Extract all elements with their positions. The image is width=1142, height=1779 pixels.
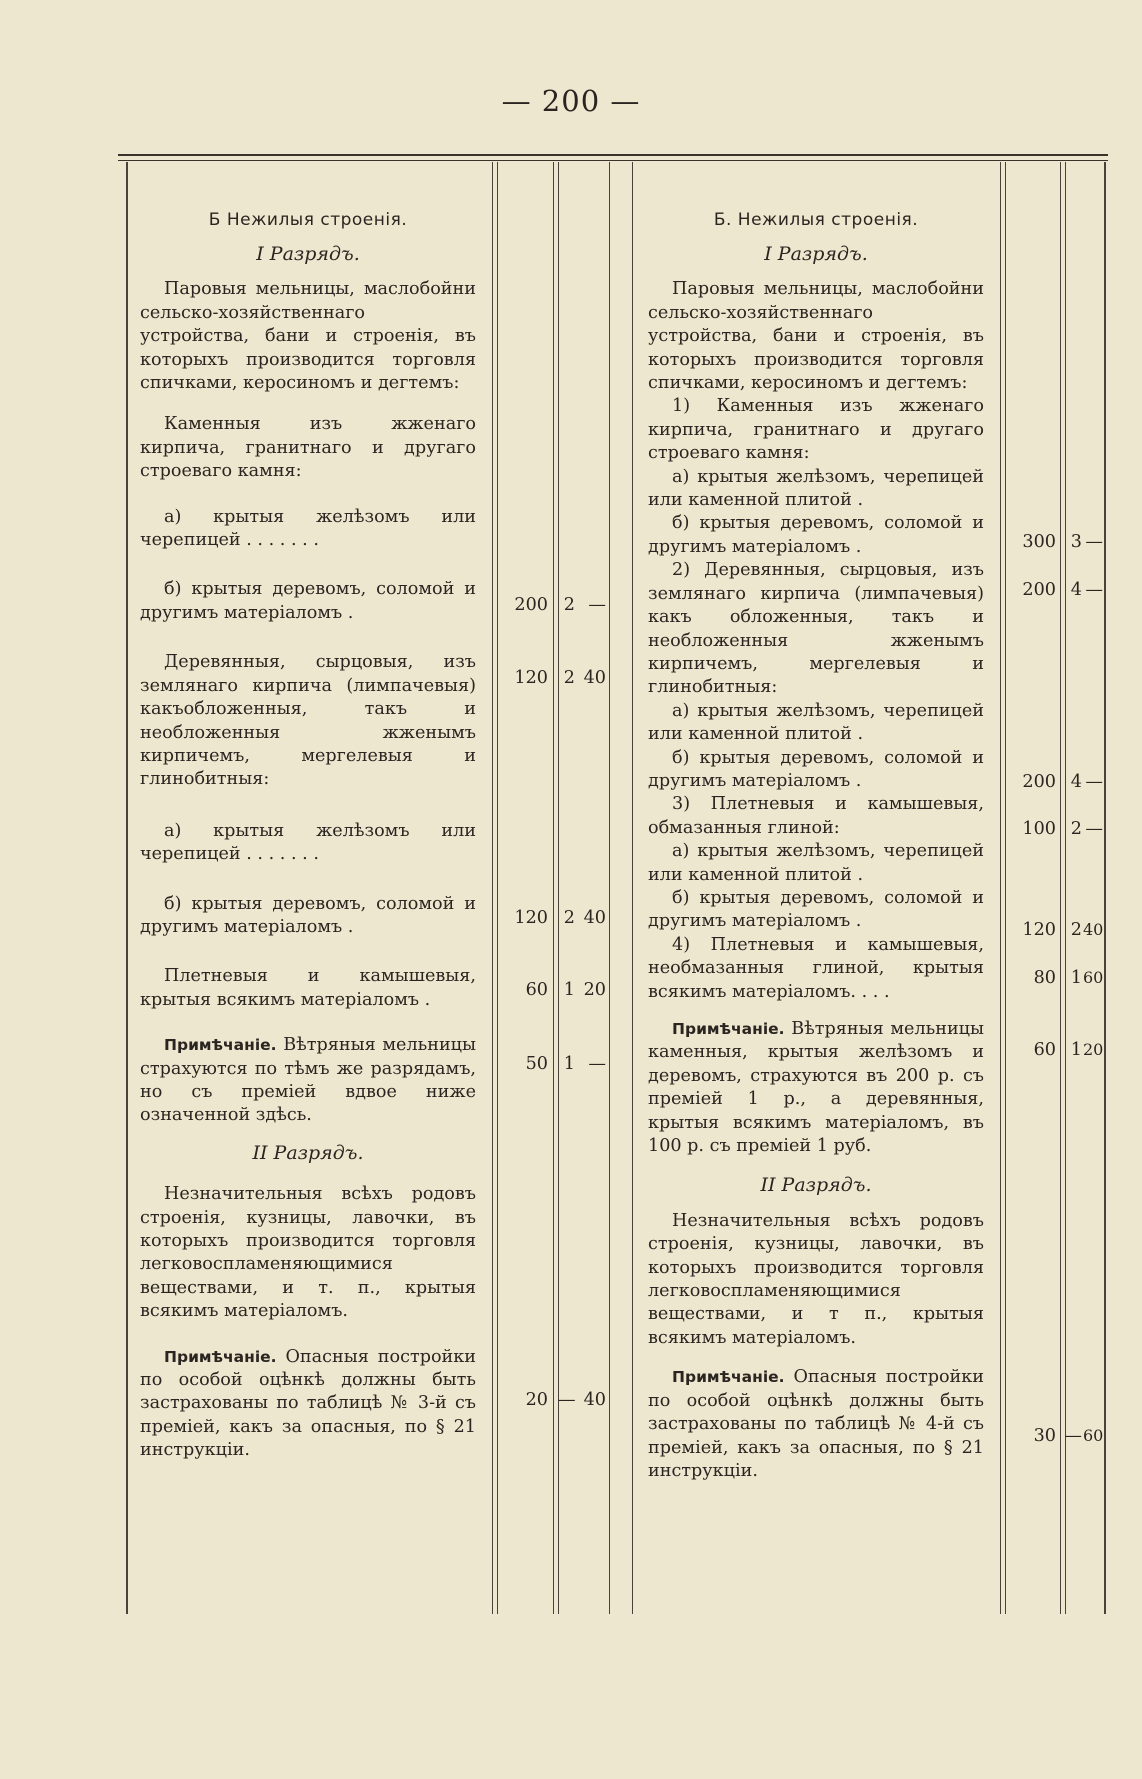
right-s2a-rub: 4 [1070,772,1082,792]
right-s2a: а) крытыя желѣзомъ, черепицей или каменной плитой . [648,700,984,745]
left-stone-b-sum: 120 [514,668,548,688]
left-border [126,162,128,1614]
right-s2b: б) крытыя деревомъ, соломой и другимъ матеріаломъ . [648,747,984,791]
right-s1b-rub: 4 [1070,580,1082,600]
right-rule-4 [1065,162,1066,1614]
left-rule-3 [553,162,554,1614]
right-s2a-kop: — [1085,772,1103,792]
right-s1b-kop: — [1085,580,1103,600]
right-s1a-rub: 3 [1070,532,1082,552]
left-minor-sum: 20 [525,1390,548,1410]
left-stone-b: б) крытыя деревомъ, соломой и другимъ матеріаломъ . [140,579,476,623]
left-wattle-sum: 50 [525,1054,548,1074]
right-border [1104,162,1106,1614]
left-razryad-1: I Разрядъ. [256,243,360,265]
right-column [648,210,984,1483]
right-minor-kop: 60 [1083,1426,1104,1445]
right-s4-rub: 1 [1070,1040,1082,1060]
left-note-1-text: Вѣтряныя мельницы страхуются по тѣмъ же разрядамъ, но съ преміей вдвое ниже означенной здѣсь. [140,1035,476,1126]
right-razryad-1: I Разрядъ. [764,243,868,265]
right-s3b: б) крытыя деревомъ, соломой и другимъ матеріаломъ . [648,887,984,932]
right-s4-sum: 60 [1033,1040,1056,1060]
right-s3: 3) Плетневыя и камышевыя, обмазанныя глиной: [648,794,984,838]
left-rule-5 [609,162,610,1614]
right-s1a: а) крытыя желѣзомъ, черепицей или каменной плитой . [648,466,984,511]
right-s3a-kop: 40 [1083,920,1104,939]
right-rule-2 [1005,162,1006,1614]
left-wood-b-kop: 20 [583,980,606,1000]
left-razryad-2: II Разрядъ. [252,1141,364,1164]
right-note-2-text: Опасныя постройки по особой оцѣнкѣ должны быть застрахованы по таблицѣ № 4-й съ преміей, какъ за опасныя, по § 21 инструкціи. [648,1367,984,1481]
right-s1: 1) Каменныя изъ жженаго кирпича, гранитнаго и другаго строеваго камня: [648,396,984,464]
right-s2b-kop: — [1085,819,1103,839]
right-note-1-label: Примѣчаніе. [672,1020,785,1038]
right-heading: Б. Нежилыя строенія. [713,210,919,230]
left-wood-a-sum: 120 [514,908,548,928]
left-rule-1 [492,162,493,1614]
left-wattle: Плетневыя и камышевыя, крытыя всякимъ матеріаломъ . [140,966,476,1010]
left-minor: Незначительныя всѣхъ родовъ строенія, кузницы, лавочки, въ которыхъ производится торговля легковоспламеняющимися веществами, и т. п., крытыя всякимъ матеріаломъ. [140,1184,476,1322]
right-s2b-sum: 100 [1022,819,1056,839]
left-wood-a-kop: 40 [583,908,606,928]
right-s1a-kop: — [1085,532,1103,552]
right-s4: 4) Плетневыя и камышевыя, необмазанныя глиной, крытыя всякимъ матеріаломъ. . . . [648,934,984,1002]
left-wood-b: б) крытыя деревомъ, соломой и другимъ матеріаломъ . [140,893,476,937]
right-s1b-sum: 200 [1022,580,1056,600]
right-s2a-sum: 200 [1022,772,1056,792]
left-stone: Каменныя изъ жженаго кирпича, гранитнаго и другаго строеваго камня: [140,414,476,482]
right-s3a-rub: 2 [1070,920,1082,940]
right-note-2-label: Примѣчаніе. [672,1368,785,1387]
left-wood-a-rub: 2 [563,908,575,928]
right-intro: Паровыя мельницы, маслобойни сельско-хозяйственнаго устройства, бани и строенія, въ которыхъ производится торговля спичками, керосиномъ и дегтемъ: [648,279,984,394]
right-s2: 2) Деревянныя, сырцовыя, изъ землянаго кирпича (лимпачевыя) какъ обложенныя, такъ и необложенныя жженымъ кирпичемъ, мергелевыя и глинобитныя: [648,560,984,698]
center-rule [632,162,633,1614]
left-wattle-kop: — [588,1054,606,1074]
right-s1b: б) крытыя деревомъ, соломой и другимъ матеріаломъ . [648,513,984,557]
right-s4-kop: 20 [1083,1040,1104,1059]
left-heading: Б Нежилыя строенія. [208,210,408,230]
left-wood: Деревянныя, сырцовыя, изъ землянаго кирпича (лимпачевыя) какъобложенныя, такъ и необложенныя жженымъ кирпичемъ, мергелевыя и глинобитныя: [140,652,476,790]
right-s1a-sum: 300 [1022,532,1056,552]
left-intro: Паровыя мельницы, маслобойни сельско-хозяйственнаго устройства, бани и строенія, въ которыхъ производится торговля спичками, керосиномъ и дегтемъ: [140,279,476,394]
left-stone-a-kop: — [588,595,606,615]
right-razryad-2: II Разрядъ. [760,1174,872,1197]
left-stone-b-kop: 40 [583,668,606,688]
right-minor-sum: 30 [1033,1426,1056,1446]
left-column [140,210,476,1463]
right-rule-3 [1060,162,1061,1614]
right-minor-rub: — [1064,1426,1082,1446]
right-s3a: а) крытыя желѣзомъ, черепицей или каменной плитой . [648,841,984,885]
left-note-2-text: Опасныя постройки по особой оцѣнкѣ должны быть застрахованы по таблицѣ № 3-й съ преміей, какъ за опасныя, по § 21 инструкціи. [140,1346,476,1461]
right-minor: Незначительныя всѣхъ родовъ строенія, кузницы, лавочки, въ которыхъ производится торговля легковоспламеняющимися веществами, и т п., крытыя всякимъ матеріаломъ. [648,1210,984,1348]
right-s3a-sum: 120 [1022,920,1056,940]
left-wood-b-sum: 60 [525,980,548,1000]
left-stone-a-sum: 200 [514,595,548,615]
left-wattle-rub: 1 [563,1054,575,1074]
top-rule-thin [118,160,1108,161]
right-s3b-rub: 1 [1070,968,1082,988]
right-note-1-text: Вѣтряныя мельницы каменныя, крытыя желѣзомъ и деревомъ, страхуются въ 200 р. съ преміей 1 р., а деревянныя, крытыя всякимъ матеріаломъ, въ 100 р. съ преміей 1 руб. [648,1019,984,1157]
left-stone-b-rub: 2 [563,668,575,688]
left-minor-kop: 40 [583,1390,606,1410]
right-note-1 [648,1018,984,1158]
left-note-1 [140,1034,476,1128]
right-note-2 [648,1366,984,1483]
right-s2b-rub: 2 [1070,819,1082,839]
left-minor-rub: — [558,1390,576,1410]
left-stone-a: а) крытыя желѣзомъ или черепицей . . . . . . . [140,506,476,551]
left-wood-b-rub: 1 [563,980,575,1000]
left-stone-a-rub: 2 [563,595,575,615]
left-wood-a: а) крытыя желѣзомъ или черепицей . . . . . . . [140,820,476,865]
right-s3b-sum: 80 [1033,968,1056,988]
page-number: — 200 — [501,84,641,118]
left-note-2 [140,1346,476,1463]
left-note-1-label: Примѣчаніе. [164,1036,277,1055]
right-s3b-kop: 60 [1083,968,1104,987]
top-rule [118,154,1108,156]
left-note-2-label: Примѣчаніе. [164,1347,277,1366]
right-rule-1 [1000,162,1001,1614]
